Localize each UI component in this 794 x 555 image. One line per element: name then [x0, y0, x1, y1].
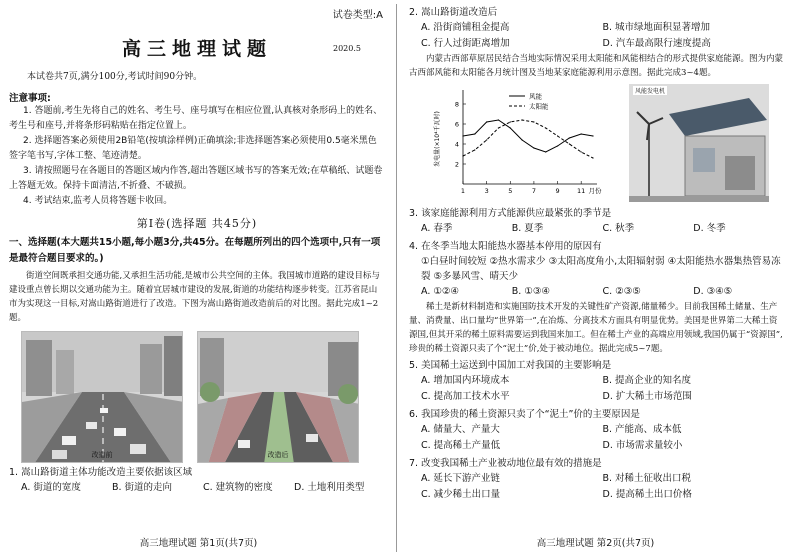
legend-label: 太阳能	[529, 102, 549, 111]
data-point	[474, 149, 475, 150]
data-point	[581, 133, 582, 134]
note-item: 3. 请按照题号在各题目的答题区域内作答,超出答题区域书写的答案无效;在草稿纸、试题卷上答题无效。保持卡面清洁,不折叠、不破损。	[9, 166, 383, 191]
option-d[interactable]: D. 汽车最高限行速度提高	[602, 38, 711, 49]
option-a[interactable]: A. 春季	[421, 223, 453, 234]
data-point	[521, 139, 522, 140]
x-tick-label: 3	[484, 187, 489, 195]
option-a[interactable]: A. 延长下游产业链	[421, 473, 500, 484]
question-7: 7. 改变我国稀土产业被动地位最有效的措施是	[409, 458, 602, 469]
question-6: 6. 我国珍贵的稀土资源只卖了个“泥土”价的主要原因是	[409, 409, 640, 420]
series-line	[463, 120, 593, 152]
house-diagram	[629, 84, 769, 202]
option-d[interactable]: D. 土地利用类型	[294, 482, 365, 493]
data-point	[510, 121, 511, 122]
data-point	[569, 137, 570, 138]
house-label: 风能发电机	[635, 88, 666, 95]
question-2: 2. 嵩山路街道改造后	[409, 7, 498, 18]
option-d[interactable]: D. ③④⑤	[693, 286, 733, 297]
data-point	[581, 151, 582, 152]
note-item: 4. 考试结束,监考人员将答题卡收回。	[23, 196, 173, 206]
option-c[interactable]: C. 提高稀土产量低	[421, 440, 501, 451]
option-d[interactable]: D. 冬季	[693, 223, 726, 234]
question-5: 5. 美国稀土运送到中国加工对我国的主要影响是	[409, 360, 612, 371]
option-c[interactable]: C. 减少稀土出口量	[421, 489, 501, 500]
data-point	[592, 157, 593, 158]
data-point	[486, 121, 487, 122]
x-tick-label: 月份	[588, 187, 602, 195]
option-b[interactable]: B. 对稀土征收出口税	[602, 473, 692, 484]
option-c[interactable]: C. 提高加工技术水平	[421, 391, 510, 402]
question-1: 1. 嵩山路街道主体功能改造主要依据该区域	[9, 467, 193, 478]
passage-energy: 内蒙古西部草原居民结合当地实际情况采用太阳能和风能相结合的形式提供家庭能源。图为内蒙古西部风能和太阳能各月统计图及当地某家庭能源利用示意图。据此完成3~4题。	[409, 54, 784, 78]
data-point	[557, 135, 558, 136]
exam-intro: 本试卷共7页,满分100分,考试时间90分钟。	[27, 72, 203, 82]
page-footer: 高三地理试题 第1页(共7页)	[139, 538, 258, 549]
passage-rare-earth: 稀土是新材料制造和实施国防技术开发的关键性矿产资源,储量稀少。目前我国稀土储量、生产量、消费量、出口量均“世界第一”,在冶炼、分离技术方面具有明显优势。美国是世界第二大稀土资源国,但其开采的稀土原料需要运到我国来加工。但在稀土产业的高端应用领域,我国仍属于“资源国”,珍贵的稀土资源只卖了个“泥土”价,处于被动地位。据此完成5~7题。	[409, 302, 783, 354]
legend-label: 风能	[529, 92, 542, 101]
option-a[interactable]: A. 储量大、产量大	[421, 424, 500, 435]
question-3-options	[409, 221, 784, 237]
x-tick-label: 1	[460, 187, 466, 195]
exam-date: 2020.5	[333, 44, 361, 53]
option-c[interactable]: C. ②③⑤	[602, 286, 641, 297]
data-point	[545, 127, 546, 128]
option-b[interactable]: B. 产能高、成本低	[602, 424, 682, 435]
data-point	[533, 121, 534, 122]
question-4-options	[409, 284, 784, 300]
note-item: 1. 答题前,考生先将自己的姓名、考生号、座号填写在相应位置,认真核对条形码上的姓名、考生号和座号,并将条形码粘贴在指定位置上。	[9, 106, 383, 131]
option-d[interactable]: D. 市场需求量较小	[602, 440, 683, 451]
question-4: 4. 在冬季当地太阳能热水器基本停用的原因有	[409, 241, 602, 252]
data-point	[510, 127, 511, 128]
option-c[interactable]: C. 秋季	[602, 223, 635, 234]
y-axis-label: 发电量(×10⁴千瓦时)	[434, 111, 441, 167]
photo-before	[21, 331, 183, 463]
notes-title: 注意事项:	[9, 93, 51, 104]
data-point	[498, 127, 499, 128]
question-5-options	[409, 373, 784, 405]
photo-after	[197, 331, 359, 463]
energy-chart	[429, 84, 609, 204]
section-title: 第Ⅰ卷(选择题 共45分)	[136, 217, 258, 230]
data-point	[498, 119, 499, 120]
option-b[interactable]: B. 提高企业的知名度	[602, 375, 692, 386]
question-6-options	[409, 422, 784, 454]
option-c[interactable]: C. 建筑物的密度	[203, 482, 273, 493]
note-item: 2. 选择题答案必须使用2B铅笔(按填涂样例)正确填涂;非选择题答案必须使用0.5毫米黑色签字笔书写,字体工整、笔迹清楚。	[9, 136, 377, 161]
option-d[interactable]: D. 提高稀土出口价格	[602, 489, 692, 500]
page-footer: 高三地理试题 第2页(共7页)	[536, 538, 655, 549]
option-a[interactable]: A. 增加国内环境成本	[421, 375, 510, 386]
option-b[interactable]: B. 街道的走向	[112, 482, 173, 493]
option-d[interactable]: D. 扩大稀土市场范围	[602, 391, 692, 402]
x-tick-label: 5	[508, 187, 513, 195]
question-2-options	[409, 20, 784, 52]
energy-line-chart	[429, 84, 609, 204]
street-after-illustration	[198, 332, 359, 463]
question-3: 3. 该家庭能源利用方式能源供应最紧张的季节是	[409, 208, 612, 219]
street-before-illustration	[22, 332, 183, 463]
y-tick-label: 6	[454, 120, 459, 129]
option-b[interactable]: B. 城市绿地面积显著增加	[602, 22, 711, 33]
data-point	[521, 119, 522, 120]
house-illustration	[629, 84, 769, 202]
data-point	[462, 135, 463, 136]
question-4-statements: ①白昼时间较短 ②热水需求少 ③太阳高度角小,太阳辐射弱 ④太阳能热水器集热管易冻裂 ⑤多暴风雪、晴天少	[421, 256, 781, 282]
data-point	[474, 133, 475, 134]
option-c[interactable]: C. 行人过街距离增加	[421, 38, 510, 49]
section-description: 一、选择题(本大题共15小题,每小题3分,共45分。在每题所列出的四个选项中,只有一项是最符合题目要求的。)	[9, 237, 381, 264]
data-point	[569, 143, 570, 144]
option-a[interactable]: A. 沿街商铺租金提高	[421, 22, 510, 33]
data-point	[545, 151, 546, 152]
x-tick-label: 7	[531, 187, 536, 195]
data-point	[533, 147, 534, 148]
data-point	[592, 135, 593, 136]
x-tick-label: 9	[555, 187, 560, 195]
question-7-options	[409, 471, 784, 503]
street-photos	[9, 331, 385, 463]
option-b[interactable]: B. ①③④	[511, 286, 550, 297]
passage-street: 街道空间既承担交通功能,又承担生活功能,是城市公共空间的主体。我国城市道路的建设目标与建设重点曾长期以交通功能为主。随着宜居城市建设的发展,街道的功能结构逐步转变。江苏省昆山市为实现这一目标,对嵩山路街道进行了改造。下图为嵩山路街道改造前后的对比图。据此完成1~2题。	[9, 271, 380, 323]
paper-type: 试卷类型:A	[332, 10, 383, 21]
exam-title: 高三地理试题	[121, 38, 272, 60]
option-b[interactable]: B. 夏季	[511, 223, 544, 234]
energy-figures	[409, 84, 784, 204]
photo-before-caption: 改造前	[91, 451, 113, 459]
page-2	[397, 0, 794, 555]
y-tick-label: 2	[454, 160, 459, 169]
option-a[interactable]: A. 街道的宽度	[21, 482, 81, 493]
photo-after-caption: 改造后	[267, 451, 289, 459]
data-point	[557, 145, 558, 146]
y-tick-label: 8	[454, 100, 459, 109]
y-tick-label: 4	[454, 140, 459, 149]
x-tick-label: 11	[577, 187, 586, 195]
option-a[interactable]: A. ①②④	[421, 286, 459, 297]
data-point	[462, 155, 463, 156]
question-1-options	[9, 480, 385, 496]
data-point	[486, 139, 487, 140]
